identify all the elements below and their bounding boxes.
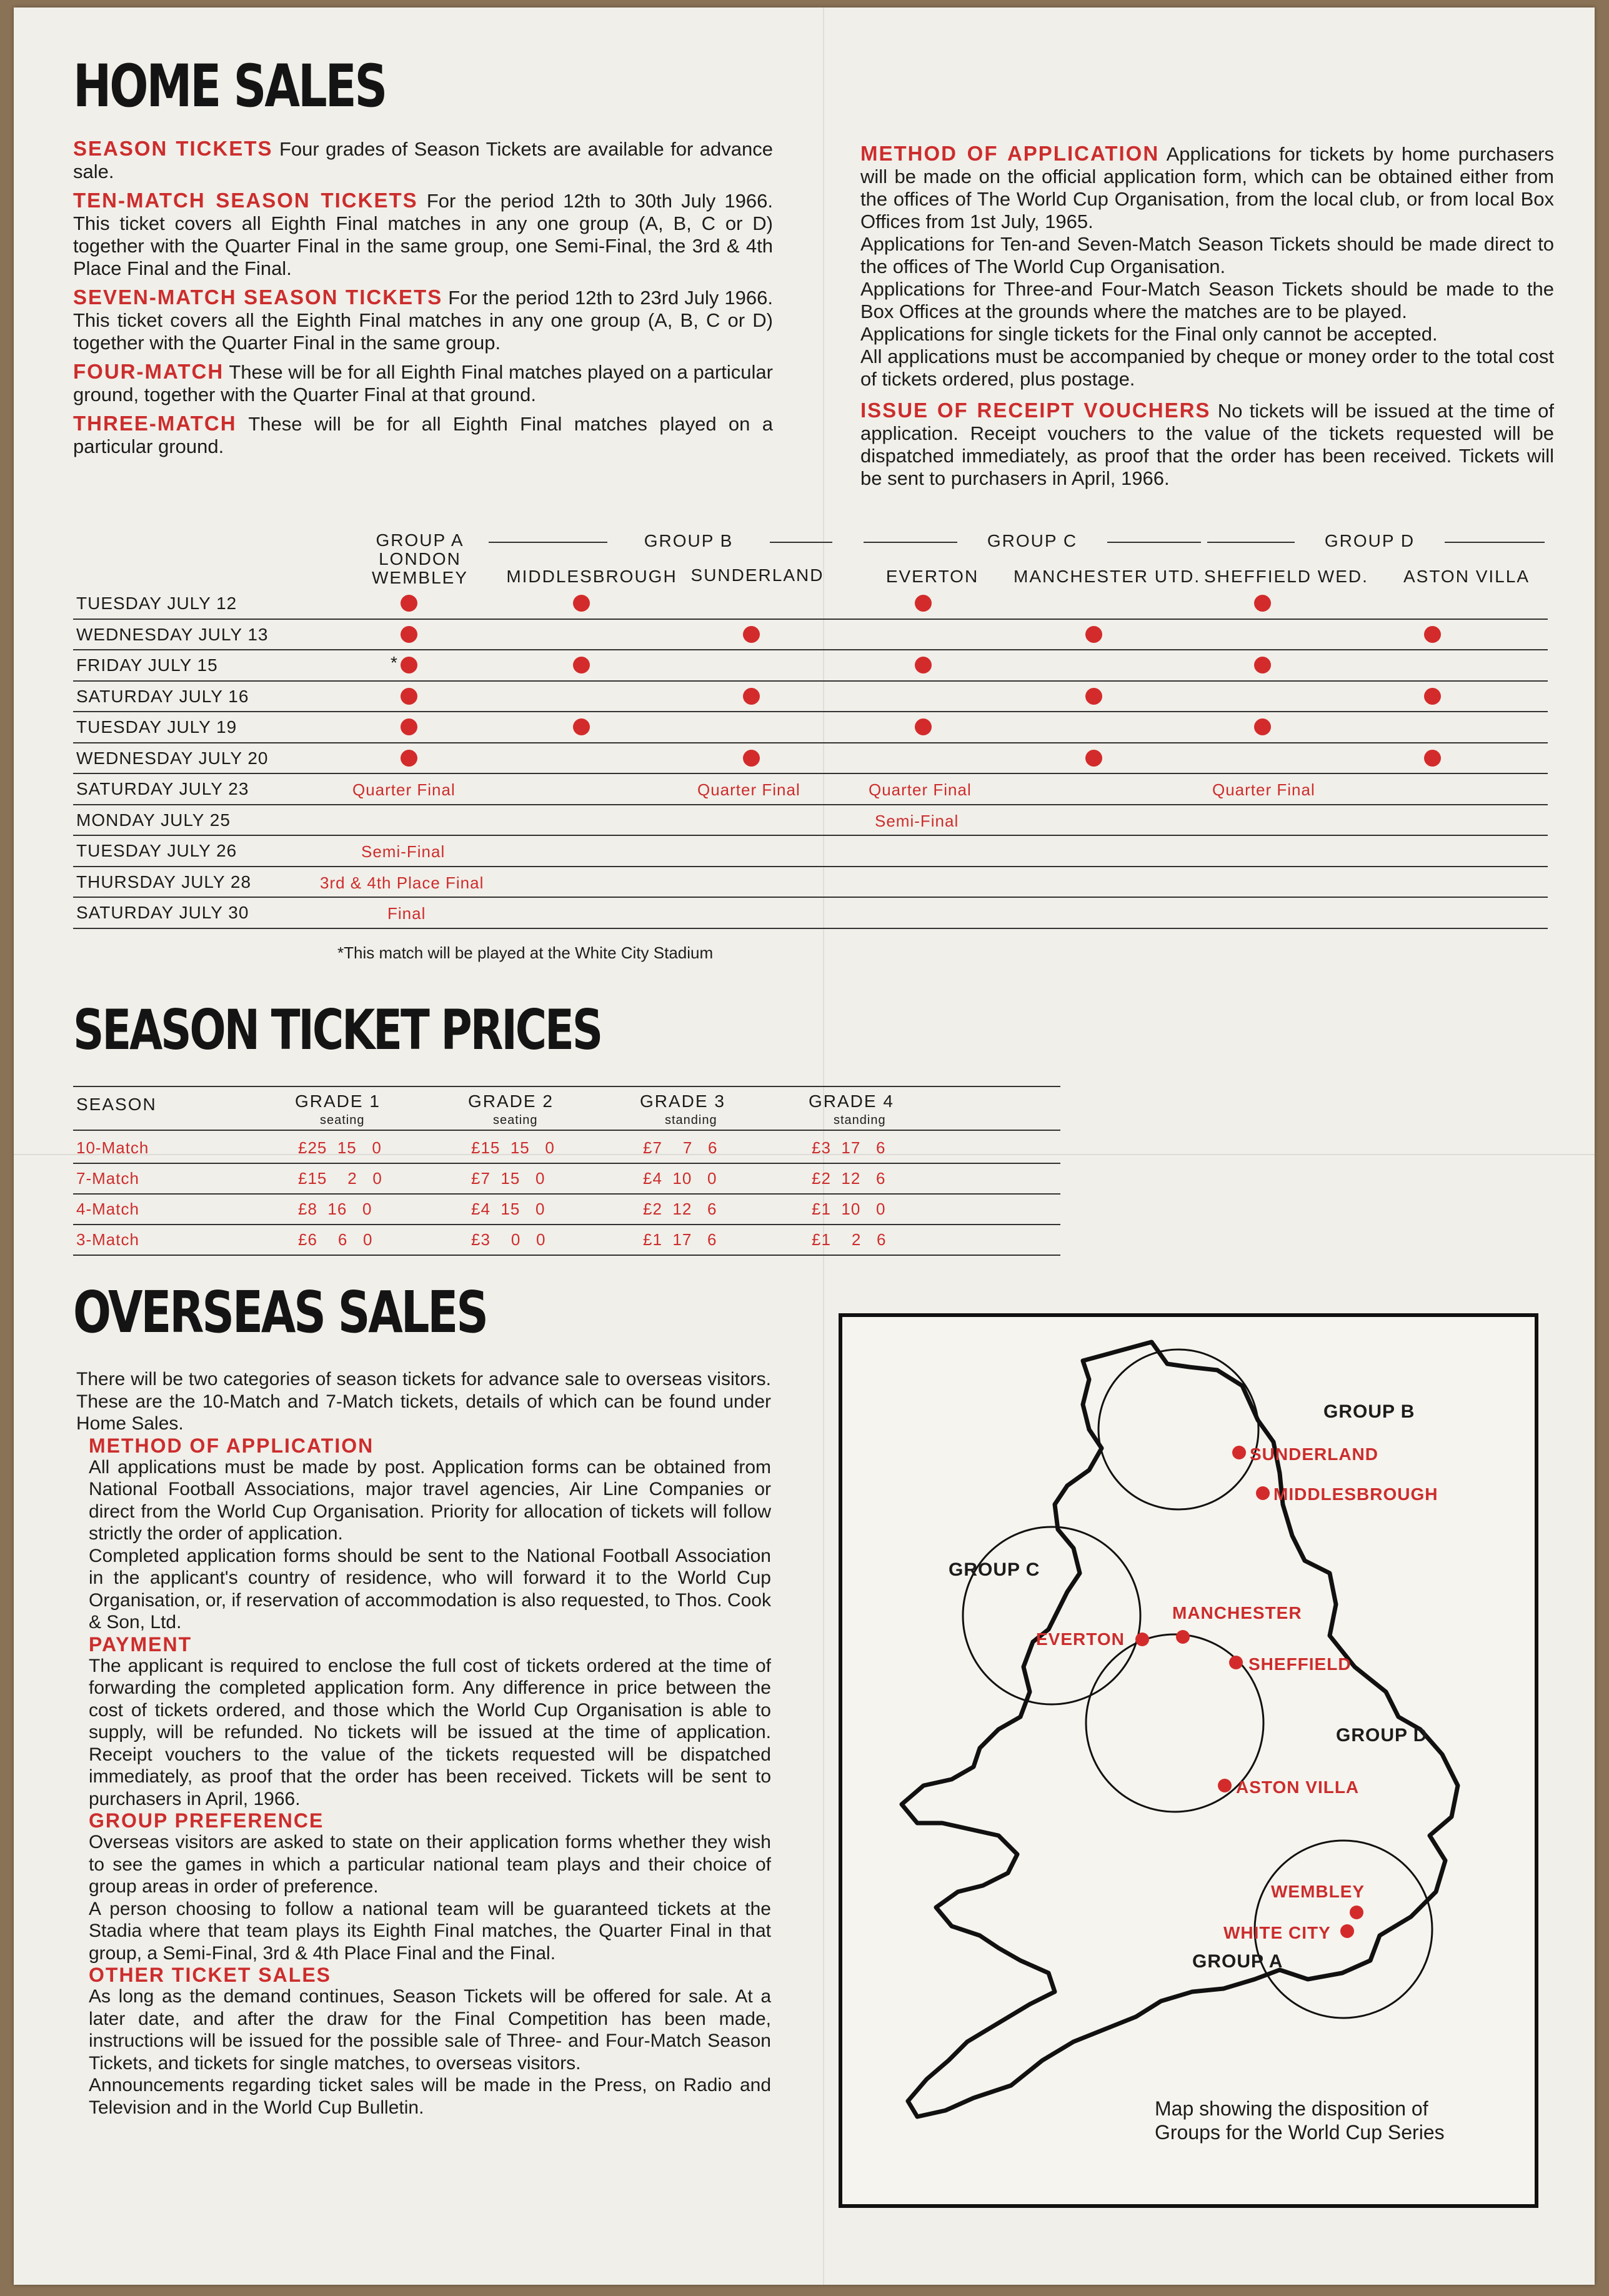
price-cell: £15 2 0 xyxy=(298,1169,382,1188)
schedule-row-rule xyxy=(73,711,1548,712)
map-caption xyxy=(1155,2097,1445,2144)
overseas-method-text-1: All applications must be made by post. Application forms can be obtained from National Football Associations, major travel agencies, Air Line Companies or direct from the World Cup Organisation. Priority for allocation of tickets will follow strictly the order of application. xyxy=(89,1456,771,1544)
grade-header: GRADE 2 xyxy=(468,1091,554,1111)
match-dot xyxy=(915,657,932,673)
price-cell: £1 2 6 xyxy=(812,1230,887,1249)
map-group-c-label: GROUP C xyxy=(949,1559,1040,1580)
price-cell: £6 6 0 xyxy=(298,1230,373,1249)
semi-final-everton: Semi-Final xyxy=(875,811,959,830)
price-cell: £3 17 6 xyxy=(812,1138,886,1157)
schedule-row-rule xyxy=(73,866,1548,867)
sunderland-dot xyxy=(1232,1446,1246,1459)
white-city-dot xyxy=(1340,1924,1354,1938)
match-dot xyxy=(573,718,590,735)
venue-aston-villa: ASTON VILLA xyxy=(1403,567,1530,586)
group-b-line-left xyxy=(489,542,607,543)
group-b-line-right xyxy=(770,542,832,543)
price-cell: £2 12 6 xyxy=(812,1169,886,1188)
match-dot xyxy=(1085,626,1102,643)
price-cell: £1 10 0 xyxy=(812,1200,886,1218)
schedule-day-label: SATURDAY JULY 30 xyxy=(76,903,249,922)
three-match-heading: THREE-MATCH xyxy=(73,412,237,435)
schedule-row-rule xyxy=(73,649,1548,650)
grade-header: GRADE 3 xyxy=(640,1091,725,1111)
match-schedule xyxy=(14,7,1595,982)
quarter-final-group-a: Quarter Final xyxy=(352,780,456,799)
match-dot xyxy=(1085,750,1102,767)
schedule-day-label: SATURDAY JULY 23 xyxy=(76,779,249,798)
match-dot xyxy=(1254,657,1271,673)
grade-subheader: standing xyxy=(834,1113,886,1127)
payment-text: The applicant is required to enclose the full cost of tickets ordered at the time of forwarding the completed application form. Any difference in price between the cost of tickets ordered, and those which the World Cup Organisation is able to supply, will be refunded. No tickets will be issued at the time of application. Receipt vouchers to the value of the tickets requested will be dispatched immediately, as proof that the order has been received. Tickets will be sent to purchasers in April, 1966. xyxy=(89,1655,771,1809)
price-cell: £25 15 0 xyxy=(298,1138,382,1157)
schedule-day-label: THURSDAY JULY 28 xyxy=(76,872,252,892)
price-cell: £3 0 0 xyxy=(471,1230,546,1249)
manchester-dot xyxy=(1176,1630,1190,1644)
map-city-aston-villa: ASTON VILLA xyxy=(1236,1777,1360,1797)
match-dot xyxy=(915,718,932,735)
schedule-day-label: TUESDAY JULY 26 xyxy=(76,841,237,860)
other-sales-text-1: As long as the demand continues, Season Tickets will be offered for sale. At a later date, and after the draw for the Final Competition has been made, instructions will be issued for the possible sale of Three- and Four-Match Season Tickets, and tickets for single matches, to overseas visitors. xyxy=(89,1986,771,2074)
price-cell: £7 7 6 xyxy=(643,1138,718,1157)
schedule-day-label: TUESDAY JULY 19 xyxy=(76,717,237,737)
schedule-row-rule xyxy=(73,804,1548,805)
map-group-d-label: GROUP D xyxy=(1336,1725,1428,1746)
grade-subheader: seating xyxy=(493,1113,538,1127)
price-row-rule xyxy=(73,1255,1060,1256)
group-d-line-left xyxy=(1207,542,1295,543)
semi-final-wembley: Semi-Final xyxy=(361,842,446,861)
group-a-venue: WEMBLEY xyxy=(371,568,469,587)
overseas-column xyxy=(76,1368,771,2119)
seven-match-text: For the period 12th to 23rd July 1966. This ticket covers all the Eighth Final matches in any one group (A, B, C or D) together with the Quarter Final in the same group. xyxy=(73,287,773,354)
asterisk-mark: * xyxy=(391,653,398,672)
other-sales-heading: OTHER TICKET SALES xyxy=(89,1964,332,1986)
prices-season-header: SEASON xyxy=(76,1095,157,1114)
price-cell: £15 15 0 xyxy=(471,1138,555,1157)
group-b-header: GROUP B xyxy=(644,531,734,550)
group-c-line-left xyxy=(864,542,957,543)
map-group-b-label: GROUP B xyxy=(1323,1401,1415,1422)
prices-top-rule xyxy=(73,1086,1060,1087)
schedule-day-label: FRIDAY JULY 15 xyxy=(76,655,218,675)
schedule-row-rule xyxy=(73,619,1548,620)
match-dot xyxy=(401,626,417,643)
method-text-5: All applications must be accompanied by cheque or money order to the total cost of tickets ordered, plus postage. xyxy=(860,345,1554,390)
schedule-day-label: SATURDAY JULY 16 xyxy=(76,686,249,706)
match-dot xyxy=(573,595,590,612)
price-cell: £4 10 0 xyxy=(643,1169,717,1188)
price-row-rule xyxy=(73,1224,1060,1225)
map-city-sunderland: SUNDERLAND xyxy=(1250,1444,1378,1464)
schedule-day-label: WEDNESDAY JULY 20 xyxy=(76,748,269,768)
price-row-rule xyxy=(73,1193,1060,1195)
price-season-label: 3-Match xyxy=(76,1230,139,1249)
group-c-circle xyxy=(963,1527,1140,1704)
schedule-row-rule xyxy=(73,680,1548,682)
map-caption-line-2: Groups for the World Cup Series xyxy=(1155,2121,1445,2144)
schedule-row-rule xyxy=(73,897,1548,898)
schedule-row-rule xyxy=(73,835,1548,836)
match-dot xyxy=(915,595,932,612)
grade-header: GRADE 1 xyxy=(295,1091,381,1111)
group-d-header: GROUP D xyxy=(1324,531,1415,550)
venue-sunderland: SUNDERLAND xyxy=(690,565,824,585)
four-match-heading: FOUR-MATCH xyxy=(73,360,224,383)
venue-sheffield: SHEFFIELD WED. xyxy=(1204,567,1368,586)
price-cell: £8 16 0 xyxy=(298,1200,372,1218)
prices-title: SEASON TICKET PRICES xyxy=(73,998,602,1062)
price-season-label: 4-Match xyxy=(76,1200,139,1218)
map-group-a-label: GROUP A xyxy=(1192,1951,1283,1972)
method-text-3: Applications for Three-and Four-Match Season Tickets should be made to the Box Offices at the grounds where the matches are to be played. xyxy=(860,278,1554,322)
quarter-final-group-d: Quarter Final xyxy=(1212,780,1315,799)
price-season-label: 7-Match xyxy=(76,1169,139,1188)
group-preference-heading: GROUP PREFERENCE xyxy=(89,1809,324,1832)
sheffield-dot xyxy=(1229,1656,1243,1669)
overseas-intro: There will be two categories of season tickets for advance sale to overseas visitors. These are the 10-Match and 7-Match tickets, details of which can be found under Home Sales. xyxy=(76,1369,771,1434)
venue-middlesbrough: MIDDLESBROUGH xyxy=(506,567,677,586)
schedule-day-label: TUESDAY JULY 12 xyxy=(76,594,237,613)
prices-header-rule xyxy=(73,1130,1060,1131)
everton-dot xyxy=(1135,1633,1149,1646)
seven-match-heading: SEVEN-MATCH SEASON TICKETS xyxy=(73,286,443,309)
method-heading: METHOD OF APPLICATION xyxy=(860,142,1160,165)
group-preference-text-2: A person choosing to follow a national team will be guaranteed tickets at the Stadia where that team plays its Eighth Final matches, the Quarter Final in that group, a Semi-Final, 3rd & 4th Place Final and the Final. xyxy=(89,1898,771,1964)
four-match-text: These will be for all Eighth Final matches played on a particular ground, together with the Quarter Final at that ground. xyxy=(73,361,773,405)
match-dot xyxy=(743,688,760,705)
match-dot xyxy=(1085,688,1102,705)
quarter-final-group-b: Quarter Final xyxy=(697,780,800,799)
map-city-everton: EVERTON xyxy=(1036,1629,1125,1649)
group-c-line-right xyxy=(1107,542,1201,543)
price-cell: £7 15 0 xyxy=(471,1169,545,1188)
ten-match-text: For the period 12th to 30th July 1966. This ticket covers all Eighth Final matches in any one group (A, B, C or D) together with the Quarter Final in the same group, one Semi-Final, the 3rd & 4th Place Final and the Final. xyxy=(73,190,773,279)
overseas-title: OVERSEAS SALES xyxy=(73,1279,487,1346)
group-preference-text-1: Overseas visitors are asked to state on their application forms whether they wish to see the games in which a particular national team plays and their choice of group areas in order of preference. xyxy=(89,1832,771,1897)
method-text-4: Applications for single tickets for the Final only cannot be accepted. xyxy=(860,323,1438,345)
match-dot xyxy=(401,750,417,767)
receipt-heading: ISSUE OF RECEIPT VOUCHERS xyxy=(860,399,1211,422)
price-season-label: 10-Match xyxy=(76,1138,149,1157)
final-match: Final xyxy=(387,904,426,923)
season-tickets-text: Four grades of Season Tickets are available for advance sale. xyxy=(73,138,773,182)
schedule-footnote: *This match will be played at the White City Stadium xyxy=(337,943,714,962)
middlesbrough-dot xyxy=(1256,1486,1270,1500)
receipt-text: No tickets will be issued at the time of application. Receipt vouchers to the value of the tickets requested will be dispatched immediately, as proof that the order has been received. Tickets will be sent to purchasers in April, 1966. xyxy=(860,400,1554,489)
overseas-method-text-2: Completed application forms should be sent to the National Football Association in the applicant's country of residence, who will forward it to the World Cup Organisation, or, if reservation of accommodation is also requested, to Thos. Cook & Son, Ltd. xyxy=(89,1545,771,1633)
match-dot xyxy=(743,750,760,767)
map-city-white-city: WHITE CITY xyxy=(1223,1923,1331,1942)
three-match-text: These will be for all Eighth Final matches played on a particular ground. xyxy=(73,413,773,457)
match-dot xyxy=(401,657,417,673)
method-text-2: Applications for Ten-and Seven-Match Season Tickets should be made direct to the offices of The World Cup Organisation. xyxy=(860,233,1554,277)
price-cell: £2 12 6 xyxy=(643,1200,717,1218)
group-a-label: GROUP A xyxy=(376,530,464,550)
price-cell: £4 15 0 xyxy=(471,1200,545,1218)
group-d-line-right xyxy=(1445,542,1545,543)
venue-everton: EVERTON xyxy=(885,567,979,586)
schedule-row-rule xyxy=(73,773,1548,774)
other-sales-text-2: Announcements regarding ticket sales will be made in the Press, on Radio and Television and in the World Cup Bulletin. xyxy=(89,2075,771,2118)
groups-map xyxy=(839,1313,1538,2208)
match-dot xyxy=(401,718,417,735)
match-dot xyxy=(1424,626,1441,643)
grade-subheader: standing xyxy=(665,1113,717,1127)
venue-manchester: MANCHESTER UTD. xyxy=(1014,567,1201,586)
price-cell: £1 17 6 xyxy=(643,1230,717,1249)
match-dot xyxy=(1254,595,1271,612)
method-text-1: Applications for tickets by home purchasers will be made on the official application form, which can be obtained either from the offices of The World Cup Organisation, from the local club, or from local Box Offices from 1st July, 1965. xyxy=(860,143,1555,232)
schedule-row-rule xyxy=(73,742,1548,743)
group-a-city: LONDON xyxy=(379,549,461,569)
season-tickets-heading: SEASON TICKETS xyxy=(73,137,273,160)
home-sales-title: HOME SALES xyxy=(73,52,386,121)
payment-heading: PAYMENT xyxy=(89,1633,192,1656)
fold-horizontal xyxy=(14,1154,1595,1155)
grade-subheader: seating xyxy=(320,1113,365,1127)
map-city-manchester: MANCHESTER xyxy=(1172,1603,1302,1623)
map-caption-line-1: Map showing the disposition of xyxy=(1155,2097,1428,2120)
group-b-circle xyxy=(1098,1349,1258,1509)
match-dot xyxy=(743,626,760,643)
match-dot xyxy=(1424,688,1441,705)
schedule-day-label: WEDNESDAY JULY 13 xyxy=(76,624,269,644)
match-dot xyxy=(1424,750,1441,767)
third-place-final: 3rd & 4th Place Final xyxy=(320,873,484,892)
overseas-method-heading: METHOD OF APPLICATION xyxy=(89,1434,374,1457)
group-a-header xyxy=(351,531,489,587)
map-city-wembley: WEMBLEY xyxy=(1271,1882,1365,1901)
match-dot xyxy=(401,688,417,705)
aston-villa-dot xyxy=(1218,1779,1232,1792)
grade-header: GRADE 4 xyxy=(809,1091,894,1111)
match-dot xyxy=(573,657,590,673)
match-dot xyxy=(1254,718,1271,735)
price-row-rule xyxy=(73,1163,1060,1164)
ten-match-heading: TEN-MATCH SEASON TICKETS xyxy=(73,189,418,212)
quarter-final-group-c: Quarter Final xyxy=(869,780,972,799)
match-dot xyxy=(401,595,417,612)
schedule-row-rule xyxy=(73,928,1548,929)
schedule-day-label: MONDAY JULY 25 xyxy=(76,810,231,830)
leaflet-sheet xyxy=(14,7,1595,2285)
map-city-sheffield: SHEFFIELD xyxy=(1248,1654,1352,1674)
england-outline-map xyxy=(842,1317,1535,2204)
group-c-header: GROUP C xyxy=(987,531,1078,550)
wembley-dot xyxy=(1350,1906,1363,1919)
map-city-middlesbrough: MIDDLESBROUGH xyxy=(1273,1484,1438,1504)
